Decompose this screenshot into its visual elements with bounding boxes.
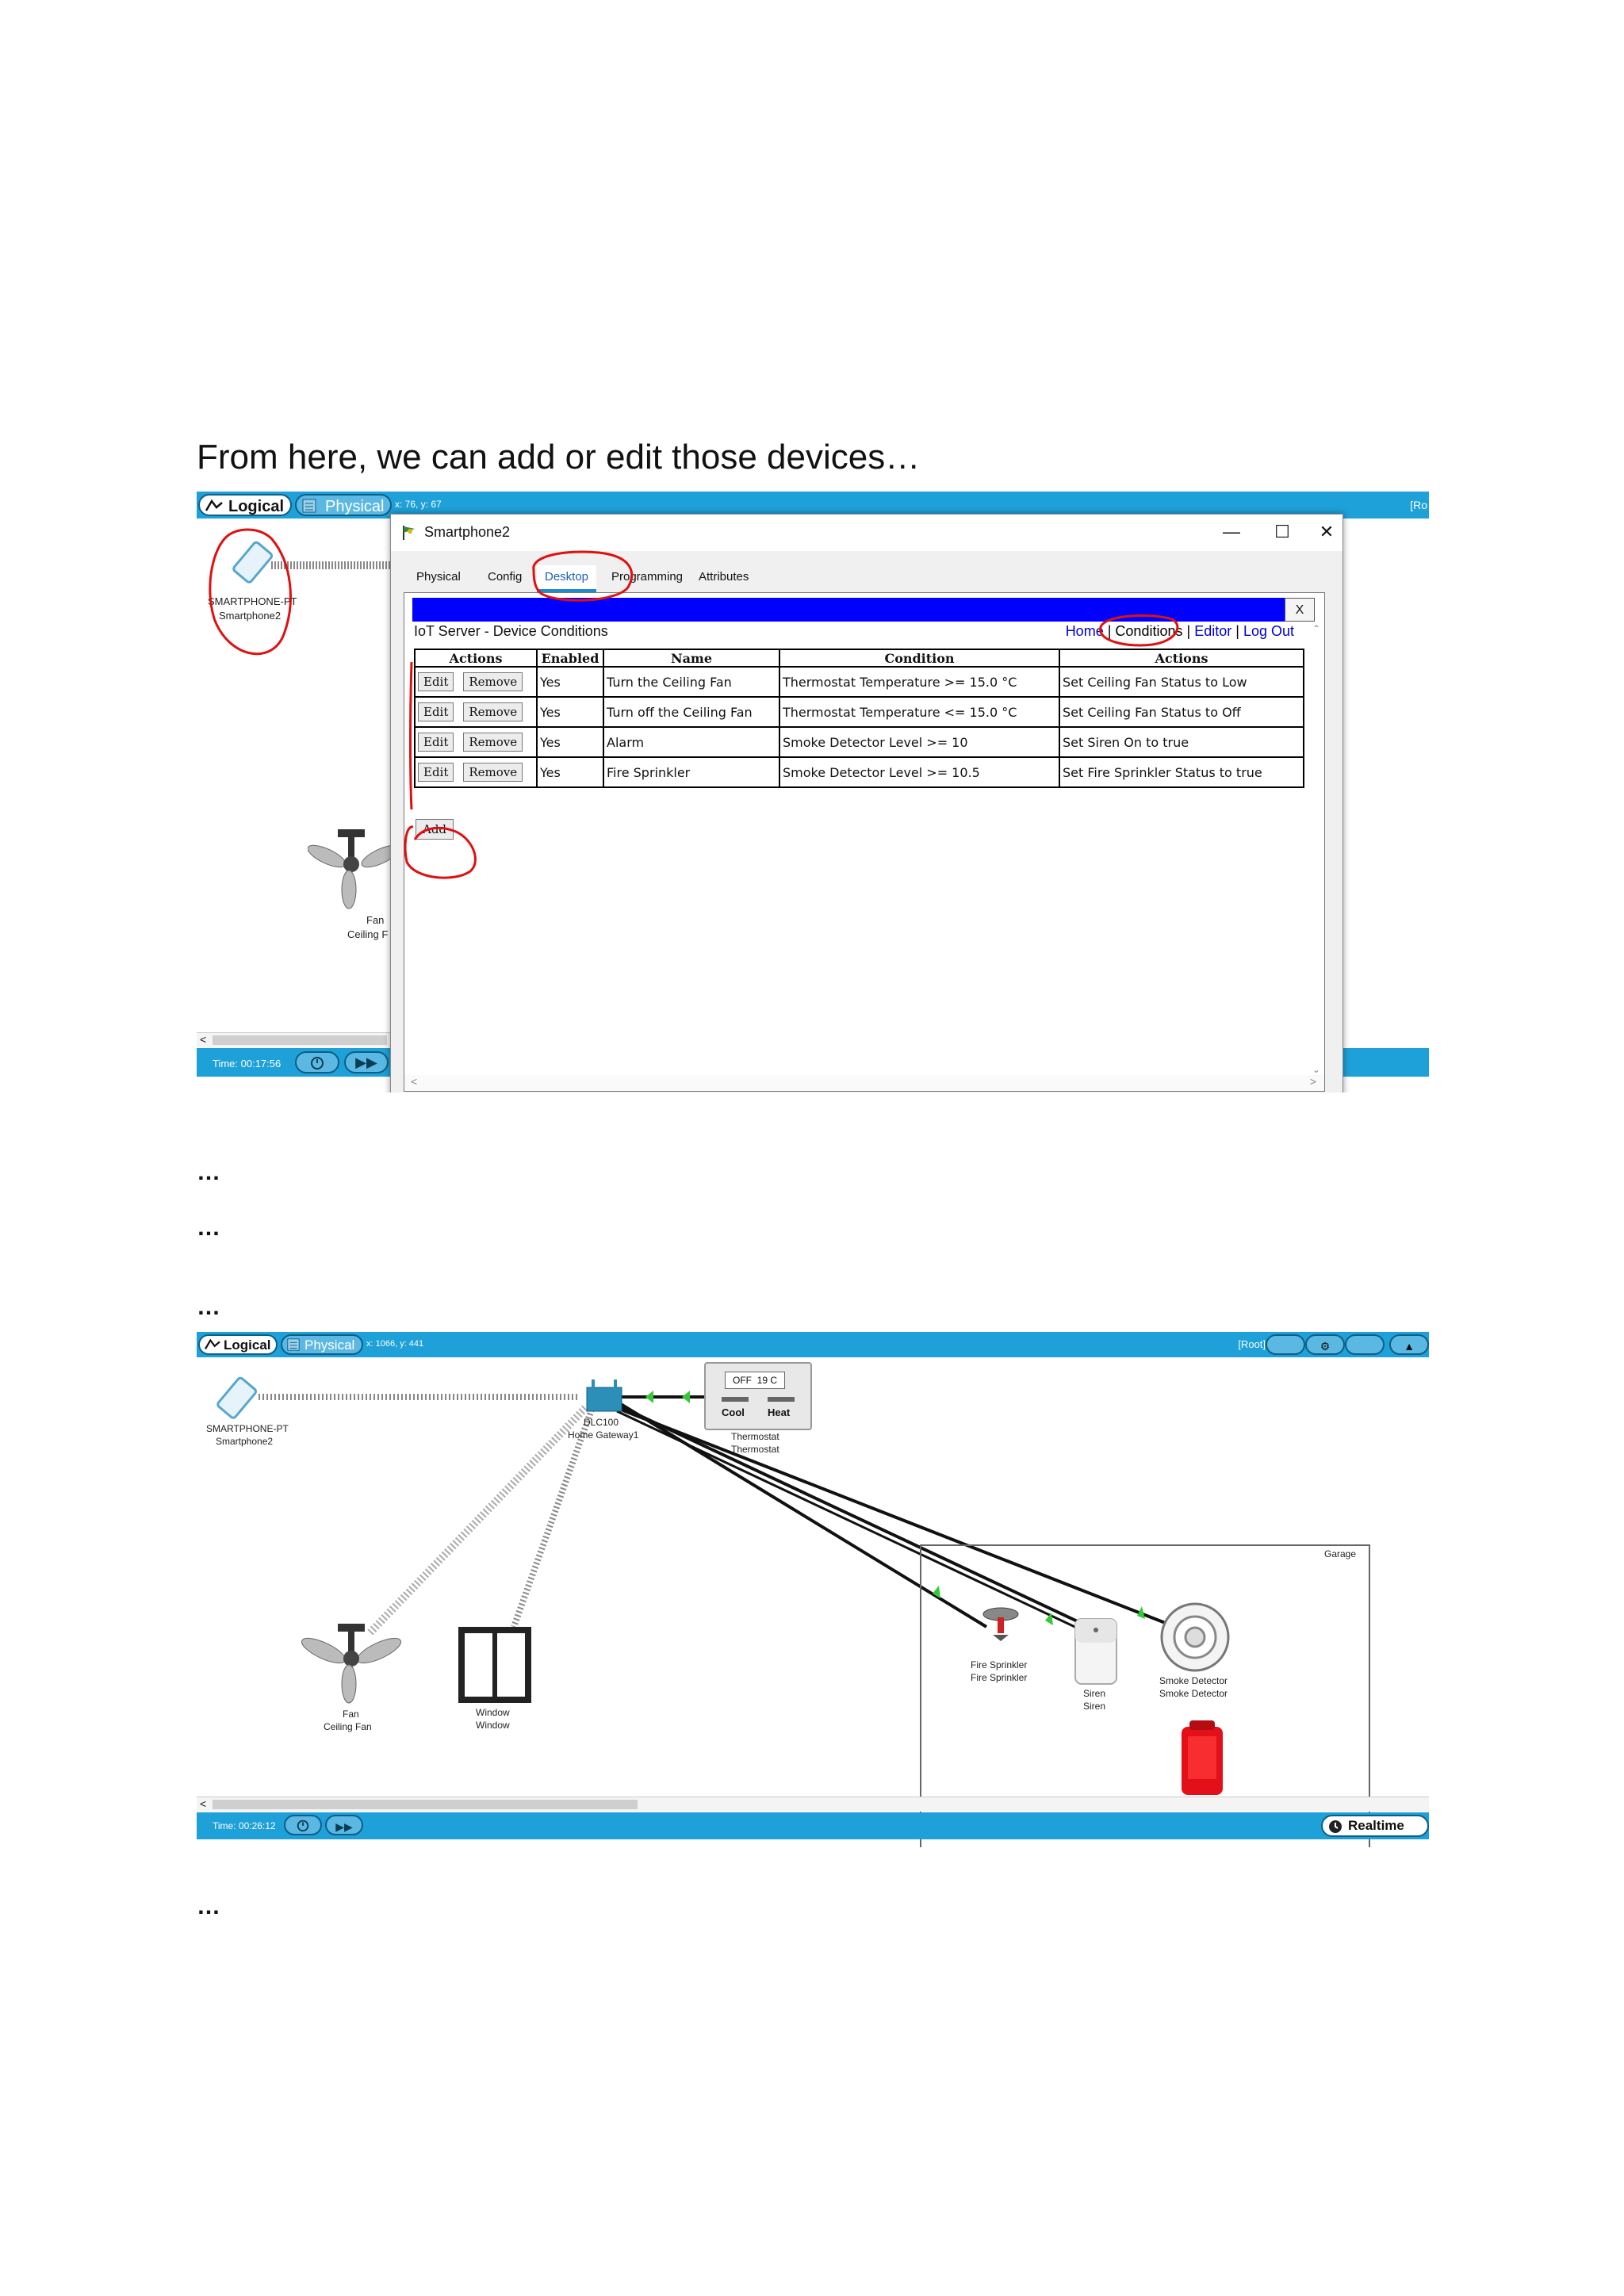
- workspace-hscroll[interactable]: [197, 1797, 1429, 1812]
- thermostat-name-label: Thermostat: [731, 1444, 779, 1455]
- garage-label: Garage: [1324, 1548, 1357, 1559]
- row-action: Set Siren On to true: [1059, 727, 1304, 757]
- ellipsis-1: …: [197, 1159, 222, 1185]
- col-name: Name: [603, 649, 779, 667]
- scroll-down-icon[interactable]: ⌄: [1312, 1064, 1321, 1075]
- logical-label: Logical: [228, 498, 285, 515]
- iot-server-title: IoT Server - Device Conditions: [414, 623, 608, 639]
- remove-button[interactable]: Remove: [463, 733, 523, 752]
- window-name-label: Window: [476, 1720, 510, 1731]
- close-window-button[interactable]: ✕: [1319, 522, 1335, 541]
- ceiling-fan-icon[interactable]: [308, 825, 395, 912]
- timer-icon: [296, 1818, 310, 1832]
- remove-button[interactable]: Remove: [463, 672, 523, 691]
- simulation-time: Time: 00:26:12: [213, 1820, 276, 1831]
- window-device-icon[interactable]: [458, 1627, 531, 1703]
- fast-forward-button[interactable]: [325, 1815, 363, 1835]
- background-icon: ▲: [1404, 1340, 1415, 1353]
- add-condition-button[interactable]: Add: [416, 819, 454, 840]
- nav-editor-link[interactable]: Editor: [1194, 623, 1232, 639]
- ceiling-fan-icon[interactable]: [295, 1621, 406, 1708]
- fire-alarm-icon[interactable]: [1178, 1720, 1226, 1797]
- fast-forward-icon: ▶▶: [335, 1820, 353, 1833]
- gateway-type-label: DLC100: [584, 1417, 619, 1428]
- sprinkler-type-label: Fire Sprinkler: [971, 1659, 1028, 1670]
- sprinkler-name-label: Fire Sprinkler: [971, 1672, 1028, 1683]
- scroll-up-icon[interactable]: ⌃: [1312, 623, 1321, 634]
- fire-sprinkler-icon[interactable]: [977, 1606, 1025, 1644]
- smartphone-name-label: Smartphone2: [219, 610, 282, 622]
- smartphone-device-icon[interactable]: [213, 1375, 260, 1422]
- scroll-left-icon[interactable]: <: [200, 1797, 207, 1810]
- row-action: Set Ceiling Fan Status to Low: [1059, 667, 1304, 697]
- browser-close-button[interactable]: X: [1285, 598, 1315, 622]
- logical-label: Logical: [224, 1337, 271, 1353]
- tab-attributes[interactable]: Attributes: [699, 570, 749, 584]
- smoke-detector-icon[interactable]: [1159, 1601, 1231, 1673]
- smartphone-name-label: Smartphone2: [216, 1436, 274, 1447]
- nav-home-link[interactable]: Home: [1065, 623, 1104, 639]
- red-annotations-dialog: [391, 515, 1342, 1093]
- edit-button[interactable]: Edit: [418, 733, 454, 752]
- row-condition: Smoke Detector Level >= 10.5: [779, 757, 1059, 787]
- smartphone-type-label: SMARTPHONE-PT: [208, 595, 297, 607]
- clock-icon: [1327, 1819, 1343, 1835]
- row-enabled: Yes: [537, 757, 603, 787]
- fan-name-label-partial: Ceiling F: [347, 928, 389, 940]
- ellipsis-4: …: [197, 1893, 222, 1919]
- window-type-label: Window: [476, 1707, 510, 1718]
- timer-icon: [309, 1054, 325, 1070]
- ellipsis-2: …: [197, 1215, 222, 1241]
- fan-name-label: Ceiling Fan: [324, 1721, 372, 1732]
- tab-programming[interactable]: Programming: [611, 570, 684, 584]
- gateway-name-label: Home Gateway1: [568, 1429, 639, 1441]
- nav-logout-link[interactable]: Log Out: [1243, 623, 1294, 639]
- simulation-time: Time: 00:17:56: [213, 1058, 282, 1070]
- edit-button[interactable]: Edit: [418, 702, 454, 721]
- fast-forward-icon: ▶▶: [355, 1054, 377, 1070]
- row-condition: Thermostat Temperature >= 15.0 °C: [779, 667, 1059, 697]
- minimize-button[interactable]: —: [1223, 522, 1240, 541]
- reset-timer-button[interactable]: [284, 1815, 322, 1835]
- smoke-type-label: Smoke Detector: [1159, 1675, 1228, 1686]
- realtime-mode-button[interactable]: [1321, 1815, 1429, 1837]
- row-enabled: Yes: [537, 667, 603, 697]
- row-name: Turn the Ceiling Fan: [603, 667, 779, 697]
- smoke-name-label: Smoke Detector: [1159, 1688, 1228, 1699]
- root-label: [Ro: [1410, 499, 1427, 511]
- fast-forward-button[interactable]: [344, 1051, 389, 1073]
- scroll-right-icon[interactable]: >: [1309, 1075, 1316, 1088]
- nav-conditions-link[interactable]: Conditions: [1115, 623, 1183, 639]
- physical-label: Physical: [325, 498, 385, 515]
- physical-label: Physical: [304, 1337, 355, 1353]
- edit-button[interactable]: Edit: [418, 763, 454, 782]
- simulation-bar: [197, 1812, 1429, 1839]
- red-annotation-phone: [197, 492, 355, 674]
- col-enabled: Enabled: [537, 649, 603, 667]
- nav-separator: |: [1186, 623, 1191, 639]
- thermostat-heat-bar: [768, 1397, 795, 1402]
- row-name: Fire Sprinkler: [603, 757, 779, 787]
- col-condition: Condition: [779, 649, 1059, 667]
- scroll-left-icon[interactable]: <: [411, 1075, 418, 1088]
- row-name: Alarm: [603, 727, 779, 757]
- document-heading: From here, we can add or edit those devices…: [197, 438, 921, 476]
- edit-button[interactable]: Edit: [418, 672, 454, 691]
- ellipsis-3: …: [197, 1294, 222, 1320]
- row-enabled: Yes: [537, 697, 603, 727]
- thermostat-cool-label: Cool: [722, 1406, 745, 1418]
- thermostat-heat-label: Heat: [768, 1406, 791, 1418]
- col-actions: Actions: [415, 649, 537, 667]
- remove-button[interactable]: Remove: [463, 763, 523, 782]
- row-name: Turn off the Ceiling Fan: [603, 697, 779, 727]
- row-condition: Thermostat Temperature <= 15.0 °C: [779, 697, 1059, 727]
- thermostat-display: OFF 19 C: [725, 1372, 785, 1389]
- maximize-button[interactable]: ☐: [1274, 522, 1290, 541]
- row-action: Set Ceiling Fan Status to Off: [1059, 697, 1304, 727]
- siren-type-label: Siren: [1083, 1688, 1106, 1699]
- row-action: Set Fire Sprinkler Status to true: [1059, 757, 1304, 787]
- thermostat-type-label: Thermostat: [731, 1431, 779, 1442]
- row-enabled: Yes: [537, 727, 603, 757]
- screenshot-physical-workspace: [197, 1332, 1429, 1847]
- nav-separator: |: [1235, 623, 1239, 639]
- tab-desktop[interactable]: Desktop: [537, 565, 596, 592]
- tab-config[interactable]: Config: [488, 570, 523, 584]
- smartphone2-dialog: [390, 514, 1343, 1093]
- tab-physical[interactable]: Physical: [416, 570, 461, 584]
- workspace-hscroll[interactable]: [197, 1032, 395, 1047]
- realtime-label: Realtime: [1348, 1818, 1404, 1833]
- root-label: [Root]: [1238, 1338, 1266, 1350]
- screenshot-iot-conditions: [197, 492, 1429, 1093]
- scroll-left-icon[interactable]: <: [200, 1033, 207, 1046]
- cursor-coordinates: x: 1066, y: 441: [366, 1339, 424, 1349]
- siren-name-label: Siren: [1083, 1701, 1106, 1712]
- navigation-icon: ⚙: [1320, 1340, 1331, 1353]
- cursor-coordinates: x: 76, y: 67: [395, 499, 442, 510]
- home-gateway-icon[interactable]: [580, 1378, 628, 1418]
- thermostat-cool-bar: [722, 1397, 749, 1402]
- col-result-actions: Actions: [1059, 649, 1304, 667]
- reset-timer-button[interactable]: [295, 1051, 339, 1073]
- remove-button[interactable]: Remove: [463, 702, 523, 721]
- nav-separator: |: [1107, 623, 1112, 639]
- fan-type-label-partial: Fan: [366, 914, 385, 926]
- siren-icon[interactable]: [1071, 1616, 1121, 1687]
- row-condition: Smoke Detector Level >= 10: [779, 727, 1059, 757]
- smartphone-type-label: SMARTPHONE-PT: [206, 1423, 289, 1434]
- thermostat-device[interactable]: [704, 1362, 812, 1430]
- dialog-title: Smartphone2: [424, 524, 511, 540]
- fan-type-label: Fan: [343, 1709, 359, 1720]
